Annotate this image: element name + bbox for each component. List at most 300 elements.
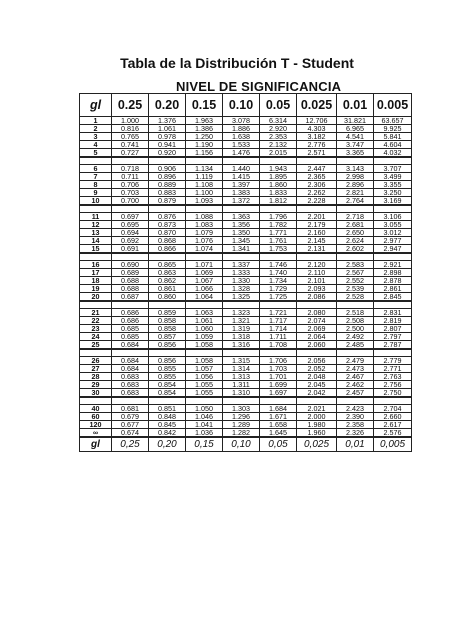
separator-cell: [297, 301, 337, 309]
value-cell: 1.289: [223, 421, 260, 429]
separator-cell: [80, 205, 112, 213]
gl-cell: 26: [80, 357, 112, 365]
value-cell: 1.134: [186, 165, 223, 173]
gl-cell: 40: [80, 405, 112, 413]
separator-cell: [374, 253, 412, 261]
value-cell: 1.708: [260, 341, 297, 350]
value-cell: 0.859: [149, 309, 186, 317]
separator-cell: [297, 349, 337, 357]
separator-cell: [223, 397, 260, 405]
separator-cell: [374, 205, 412, 213]
value-cell: 2.821: [337, 189, 374, 197]
value-cell: 2.390: [337, 413, 374, 421]
value-cell: 1.321: [223, 317, 260, 325]
value-cell: 2.052: [297, 365, 337, 373]
value-cell: 2.365: [297, 173, 337, 181]
footer-level: 0,01: [337, 437, 374, 452]
value-cell: 1.036: [186, 429, 223, 438]
separator-cell: [297, 397, 337, 405]
footer-level: 0,005: [374, 437, 412, 452]
value-cell: 1.319: [223, 325, 260, 333]
value-cell: 0.686: [112, 317, 149, 325]
value-cell: 2.539: [337, 285, 374, 293]
value-cell: 1.119: [186, 173, 223, 181]
header-row: [80, 94, 412, 117]
value-cell: 0.865: [149, 261, 186, 269]
table-row: [80, 357, 412, 365]
value-cell: 1.476: [223, 149, 260, 158]
value-cell: 3.499: [374, 173, 412, 181]
value-cell: 2.831: [374, 309, 412, 317]
value-cell: 1.190: [186, 141, 223, 149]
value-cell: 1.303: [223, 405, 260, 413]
value-cell: 1.697: [260, 389, 297, 398]
value-cell: 1.074: [186, 245, 223, 254]
table-row: [80, 125, 412, 133]
gl-cell: 4: [80, 141, 112, 149]
table-row: [80, 245, 412, 254]
separator-cell: [297, 253, 337, 261]
value-cell: 1.060: [186, 325, 223, 333]
value-cell: 1.050: [186, 405, 223, 413]
separator-cell: [186, 397, 223, 405]
value-cell: 0.697: [112, 213, 149, 221]
value-cell: 1.533: [223, 141, 260, 149]
value-cell: 2.704: [374, 405, 412, 413]
value-cell: 12.706: [297, 117, 337, 125]
group-separator: [80, 301, 412, 309]
separator-cell: [374, 397, 412, 405]
table-row: [80, 277, 412, 285]
table-row: [80, 293, 412, 302]
footer-level: 0,25: [112, 437, 149, 452]
separator-cell: [186, 301, 223, 309]
value-cell: 2.807: [374, 325, 412, 333]
value-cell: 2.576: [374, 429, 412, 438]
footer-level: 0,025: [297, 437, 337, 452]
separator-cell: [80, 301, 112, 309]
value-cell: 0.879: [149, 197, 186, 206]
gl-cell: 12: [80, 221, 112, 229]
value-cell: 2.060: [297, 341, 337, 350]
separator-cell: [80, 157, 112, 165]
value-cell: 1.960: [297, 429, 337, 438]
table-row: [80, 237, 412, 245]
value-cell: 1.058: [186, 341, 223, 350]
value-cell: 1.055: [186, 389, 223, 398]
value-cell: 1.296: [223, 413, 260, 421]
value-cell: 2.042: [297, 389, 337, 398]
value-cell: 0.681: [112, 405, 149, 413]
value-cell: 0.861: [149, 285, 186, 293]
value-cell: 0.854: [149, 381, 186, 389]
value-cell: 1.734: [260, 277, 297, 285]
table-row: [80, 333, 412, 341]
value-cell: 5.841: [374, 133, 412, 141]
value-cell: 2.947: [374, 245, 412, 254]
value-cell: 0.765: [112, 133, 149, 141]
separator-cell: [149, 253, 186, 261]
value-cell: 1.250: [186, 133, 223, 141]
table-row: [80, 261, 412, 269]
value-cell: 2.473: [337, 365, 374, 373]
value-cell: 0.695: [112, 221, 149, 229]
value-cell: 2.650: [337, 229, 374, 237]
value-cell: 1.000: [112, 117, 149, 125]
gl-cell: 14: [80, 237, 112, 245]
gl-cell: 21: [80, 309, 112, 317]
value-cell: 2.776: [297, 141, 337, 149]
value-cell: 1.056: [186, 373, 223, 381]
value-cell: 3.250: [374, 189, 412, 197]
gl-cell: 30: [80, 389, 112, 398]
separator-cell: [186, 349, 223, 357]
gl-cell: 60: [80, 413, 112, 421]
value-cell: 2.797: [374, 333, 412, 341]
value-cell: 2.845: [374, 293, 412, 302]
value-cell: 2.000: [297, 413, 337, 421]
value-cell: 4.604: [374, 141, 412, 149]
value-cell: 0.906: [149, 165, 186, 173]
value-cell: 1.796: [260, 213, 297, 221]
separator-cell: [149, 205, 186, 213]
value-cell: 1.315: [223, 357, 260, 365]
table-row: [80, 309, 412, 317]
separator-cell: [337, 157, 374, 165]
value-cell: 2.467: [337, 373, 374, 381]
value-cell: 2.093: [297, 285, 337, 293]
value-cell: 1.980: [297, 421, 337, 429]
value-cell: 0.727: [112, 149, 149, 158]
gl-cell: 25: [80, 341, 112, 350]
group-separator: [80, 349, 412, 357]
value-cell: 1.638: [223, 133, 260, 141]
value-cell: 2.567: [337, 269, 374, 277]
gl-cell: 23: [80, 325, 112, 333]
value-cell: 2.764: [337, 197, 374, 206]
value-cell: 2.045: [297, 381, 337, 389]
group-separator: [80, 157, 412, 165]
value-cell: 2.571: [297, 149, 337, 158]
value-cell: 0.868: [149, 237, 186, 245]
value-cell: 2.492: [337, 333, 374, 341]
value-cell: 0.855: [149, 373, 186, 381]
separator-cell: [149, 301, 186, 309]
value-cell: 0.674: [112, 429, 149, 438]
value-cell: 2.262: [297, 189, 337, 197]
footer-level: 0,15: [186, 437, 223, 452]
value-cell: 2.771: [374, 365, 412, 373]
value-cell: 2.896: [337, 181, 374, 189]
value-cell: 2.201: [297, 213, 337, 221]
value-cell: 0.842: [149, 429, 186, 438]
value-cell: 1.079: [186, 229, 223, 237]
gl-cell: 7: [80, 173, 112, 181]
value-cell: 1.833: [260, 189, 297, 197]
gl-cell: 29: [80, 381, 112, 389]
value-cell: 0.860: [149, 293, 186, 302]
separator-cell: [112, 253, 149, 261]
separator-cell: [337, 349, 374, 357]
table-row: [80, 381, 412, 389]
table-row: [80, 197, 412, 206]
value-cell: 0.687: [112, 293, 149, 302]
value-cell: 2.718: [337, 213, 374, 221]
value-cell: 1.325: [223, 293, 260, 302]
separator-cell: [337, 205, 374, 213]
value-cell: 1.383: [223, 189, 260, 197]
value-cell: 3.143: [337, 165, 374, 173]
separator-cell: [374, 301, 412, 309]
value-cell: 1.356: [223, 221, 260, 229]
value-cell: 1.069: [186, 269, 223, 277]
value-cell: 3.365: [337, 149, 374, 158]
value-cell: 0.896: [149, 173, 186, 181]
value-cell: 1.316: [223, 341, 260, 350]
value-cell: 3.747: [337, 141, 374, 149]
separator-cell: [186, 253, 223, 261]
gl-cell: 13: [80, 229, 112, 237]
separator-cell: [186, 205, 223, 213]
value-cell: 1.310: [223, 389, 260, 398]
value-cell: 2.447: [297, 165, 337, 173]
value-cell: 2.763: [374, 373, 412, 381]
value-cell: 1.746: [260, 261, 297, 269]
value-cell: 1.314: [223, 365, 260, 373]
value-cell: 0.679: [112, 413, 149, 421]
value-cell: 1.671: [260, 413, 297, 421]
value-cell: 2.056: [297, 357, 337, 365]
value-cell: 1.372: [223, 197, 260, 206]
gl-cell: 120: [80, 421, 112, 429]
value-cell: 1.658: [260, 421, 297, 429]
value-cell: 2.819: [374, 317, 412, 325]
value-cell: 1.376: [149, 117, 186, 125]
value-cell: 1.729: [260, 285, 297, 293]
separator-cell: [223, 157, 260, 165]
value-cell: 1.066: [186, 285, 223, 293]
value-cell: 2.423: [337, 405, 374, 413]
value-cell: 0.857: [149, 333, 186, 341]
group-separator: [80, 253, 412, 261]
value-cell: 0.683: [112, 389, 149, 398]
separator-cell: [337, 397, 374, 405]
value-cell: 1.753: [260, 245, 297, 254]
value-cell: 0.870: [149, 229, 186, 237]
value-cell: 1.318: [223, 333, 260, 341]
value-cell: 0.889: [149, 181, 186, 189]
value-cell: 1.717: [260, 317, 297, 325]
value-cell: 1.057: [186, 365, 223, 373]
value-cell: 0.876: [149, 213, 186, 221]
value-cell: 2.132: [260, 141, 297, 149]
value-cell: 0.741: [112, 141, 149, 149]
value-cell: 2.500: [337, 325, 374, 333]
value-cell: 1.701: [260, 373, 297, 381]
value-cell: 2.998: [337, 173, 374, 181]
separator-cell: [80, 397, 112, 405]
value-cell: 2.120: [297, 261, 337, 269]
separator-cell: [260, 253, 297, 261]
value-cell: 2.064: [297, 333, 337, 341]
value-cell: 2.878: [374, 277, 412, 285]
gl-cell: 5: [80, 149, 112, 158]
value-cell: 0.683: [112, 373, 149, 381]
value-cell: 2.110: [297, 269, 337, 277]
table-row: [80, 413, 412, 421]
value-cell: 1.943: [260, 165, 297, 173]
footer-level: 0,10: [223, 437, 260, 452]
value-cell: 0.688: [112, 277, 149, 285]
value-cell: 63.657: [374, 117, 412, 125]
value-cell: 4.032: [374, 149, 412, 158]
value-cell: 1.328: [223, 285, 260, 293]
value-cell: 1.782: [260, 221, 297, 229]
value-cell: 0.692: [112, 237, 149, 245]
table-row: [80, 117, 412, 125]
value-cell: 1.684: [260, 405, 297, 413]
value-cell: 0.718: [112, 165, 149, 173]
value-cell: 1.341: [223, 245, 260, 254]
value-cell: 2.508: [337, 317, 374, 325]
table-row: [80, 325, 412, 333]
value-cell: 1.440: [223, 165, 260, 173]
value-cell: 0.677: [112, 421, 149, 429]
value-cell: 0.694: [112, 229, 149, 237]
value-cell: 2.528: [337, 293, 374, 302]
table-row: [80, 421, 412, 429]
footer-level: 0,05: [260, 437, 297, 452]
value-cell: 1.886: [223, 125, 260, 133]
value-cell: 1.100: [186, 189, 223, 197]
table-row: [80, 285, 412, 293]
value-cell: 1.725: [260, 293, 297, 302]
table-row: [80, 365, 412, 373]
value-cell: 1.337: [223, 261, 260, 269]
group-separator: [80, 397, 412, 405]
value-cell: 2.179: [297, 221, 337, 229]
value-cell: 2.602: [337, 245, 374, 254]
separator-cell: [186, 157, 223, 165]
value-cell: 2.015: [260, 149, 297, 158]
value-cell: 0.873: [149, 221, 186, 229]
value-cell: 3.106: [374, 213, 412, 221]
table-row: [80, 405, 412, 413]
table-row: [80, 181, 412, 189]
separator-cell: [112, 349, 149, 357]
value-cell: 2.074: [297, 317, 337, 325]
separator-cell: [149, 157, 186, 165]
value-cell: 1.282: [223, 429, 260, 438]
table-row: [80, 269, 412, 277]
separator-cell: [260, 349, 297, 357]
gl-cell: 6: [80, 165, 112, 173]
table-row: [80, 429, 412, 438]
value-cell: 1.703: [260, 365, 297, 373]
value-cell: 2.787: [374, 341, 412, 350]
value-cell: 2.920: [260, 125, 297, 133]
value-cell: 6.314: [260, 117, 297, 125]
separator-cell: [112, 397, 149, 405]
value-cell: 1.711: [260, 333, 297, 341]
value-cell: 1.706: [260, 357, 297, 365]
value-cell: 2.898: [374, 269, 412, 277]
value-cell: 3.707: [374, 165, 412, 173]
gl-cell: 24: [80, 333, 112, 341]
value-cell: 1.064: [186, 293, 223, 302]
header-level: 0.10: [223, 94, 260, 117]
value-cell: 1.156: [186, 149, 223, 158]
gl-cell: 11: [80, 213, 112, 221]
value-cell: 0.941: [149, 141, 186, 149]
separator-cell: [260, 301, 297, 309]
table-subtitle: NIVEL DE SIGNIFICANCIA: [176, 79, 342, 94]
value-cell: 1.058: [186, 357, 223, 365]
value-cell: 0.845: [149, 421, 186, 429]
group-separator: [80, 205, 412, 213]
gl-cell: 22: [80, 317, 112, 325]
value-cell: 1.093: [186, 197, 223, 206]
value-cell: 1.313: [223, 373, 260, 381]
gl-cell: 19: [80, 285, 112, 293]
page-title: Tabla de la Distribución T - Student: [120, 55, 354, 71]
value-cell: 3.182: [297, 133, 337, 141]
table-row: [80, 341, 412, 350]
value-cell: 0.686: [112, 309, 149, 317]
gl-cell: 3: [80, 133, 112, 141]
value-cell: 1.397: [223, 181, 260, 189]
value-cell: 1.088: [186, 213, 223, 221]
header-level: 0.20: [149, 94, 186, 117]
separator-cell: [374, 349, 412, 357]
value-cell: 0.856: [149, 341, 186, 350]
value-cell: 0.920: [149, 149, 186, 158]
value-cell: 2.779: [374, 357, 412, 365]
value-cell: 2.462: [337, 381, 374, 389]
value-cell: 2.479: [337, 357, 374, 365]
value-cell: 0.866: [149, 245, 186, 254]
separator-cell: [149, 349, 186, 357]
separator-cell: [223, 301, 260, 309]
value-cell: 2.457: [337, 389, 374, 398]
value-cell: 2.326: [337, 429, 374, 438]
gl-cell: 18: [80, 277, 112, 285]
value-cell: 1.721: [260, 309, 297, 317]
value-cell: 2.552: [337, 277, 374, 285]
value-cell: 2.353: [260, 133, 297, 141]
value-cell: 0.858: [149, 317, 186, 325]
value-cell: 0.862: [149, 277, 186, 285]
value-cell: 0.706: [112, 181, 149, 189]
value-cell: 31.821: [337, 117, 374, 125]
value-cell: 1.363: [223, 213, 260, 221]
value-cell: 1.083: [186, 221, 223, 229]
value-cell: 0.816: [112, 125, 149, 133]
separator-cell: [374, 157, 412, 165]
gl-cell: 1: [80, 117, 112, 125]
value-cell: 1.041: [186, 421, 223, 429]
gl-cell: 20: [80, 293, 112, 302]
header-level: 0.005: [374, 94, 412, 117]
gl-cell: 2: [80, 125, 112, 133]
header-level: 0.025: [297, 94, 337, 117]
table-body: [80, 117, 412, 438]
value-cell: 0.856: [149, 357, 186, 365]
value-cell: 9.925: [374, 125, 412, 133]
value-cell: 2.145: [297, 237, 337, 245]
value-cell: 3.055: [374, 221, 412, 229]
table-row: [80, 189, 412, 197]
